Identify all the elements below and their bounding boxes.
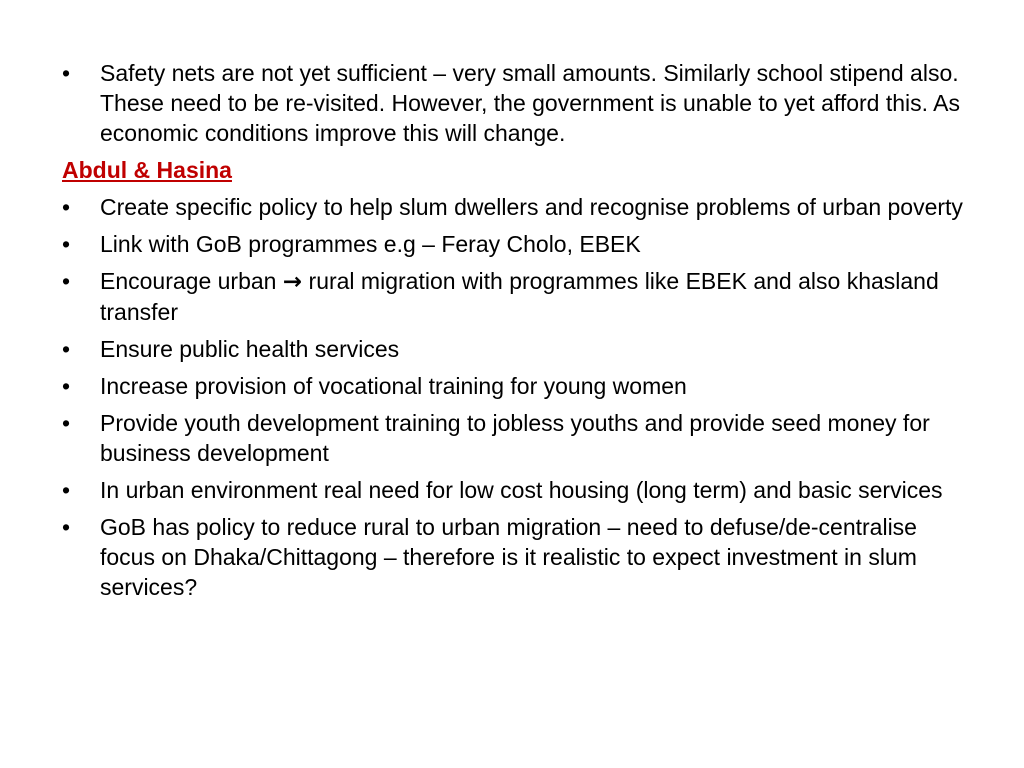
- bullet-text-before-arrow: Encourage urban: [100, 268, 283, 294]
- bullet-text: Increase provision of vocational training for young women: [100, 373, 687, 399]
- bullet-text: Ensure public health services: [100, 336, 400, 362]
- section-heading: Abdul & Hasina: [62, 157, 232, 183]
- bullet-dot: •: [62, 231, 71, 257]
- bullet-item: [62, 371, 966, 401]
- slide-content: [62, 58, 966, 718]
- bullet-dot: •: [62, 373, 71, 399]
- bullet-text: Provide youth development training to jobless youths and provide seed money for business development: [100, 410, 930, 466]
- bullet-text: Create specific policy to help slum dwellers and recognise problems of urban poverty: [100, 194, 963, 220]
- bullet-item: [62, 58, 966, 148]
- bullet-dot: •: [62, 336, 71, 362]
- bullet-item: [62, 192, 966, 222]
- bullet-text: Safety nets are not yet sufficient – very small amounts. Similarly school stipend also. These need to be re-visited. However, the government is unable to yet afford this. As economic conditions improve this will change.: [100, 60, 961, 146]
- bullet-dot: •: [62, 410, 71, 436]
- bullet-text-after-arrow: rural migration with programmes like EBEK and also khasland transfer: [100, 268, 939, 325]
- right-arrow-icon: →: [282, 269, 303, 295]
- bullet-dot: •: [62, 514, 71, 540]
- bullet-text: Link with GoB programmes e.g – Feray Cholo, EBEK: [100, 231, 641, 257]
- bullet-text: [100, 268, 939, 325]
- bullet-dot: •: [62, 60, 71, 86]
- bullet-item: [62, 334, 966, 364]
- bullet-item: [62, 229, 966, 259]
- bullet-item: [62, 512, 966, 602]
- bullet-dot: •: [62, 268, 71, 294]
- bullet-item: [62, 475, 966, 505]
- bullet-item: [62, 266, 966, 327]
- bullet-text: GoB has policy to reduce rural to urban migration – need to defuse/de-centralise focus on Dhaka/Chittagong – therefore is it realistic to expect investment in slum services?: [100, 514, 917, 600]
- bullet-item: [62, 408, 966, 468]
- bullet-dot: •: [62, 194, 71, 220]
- bullet-text: In urban environment real need for low cost housing (long term) and basic services: [100, 477, 943, 503]
- bullet-dot: •: [62, 477, 71, 503]
